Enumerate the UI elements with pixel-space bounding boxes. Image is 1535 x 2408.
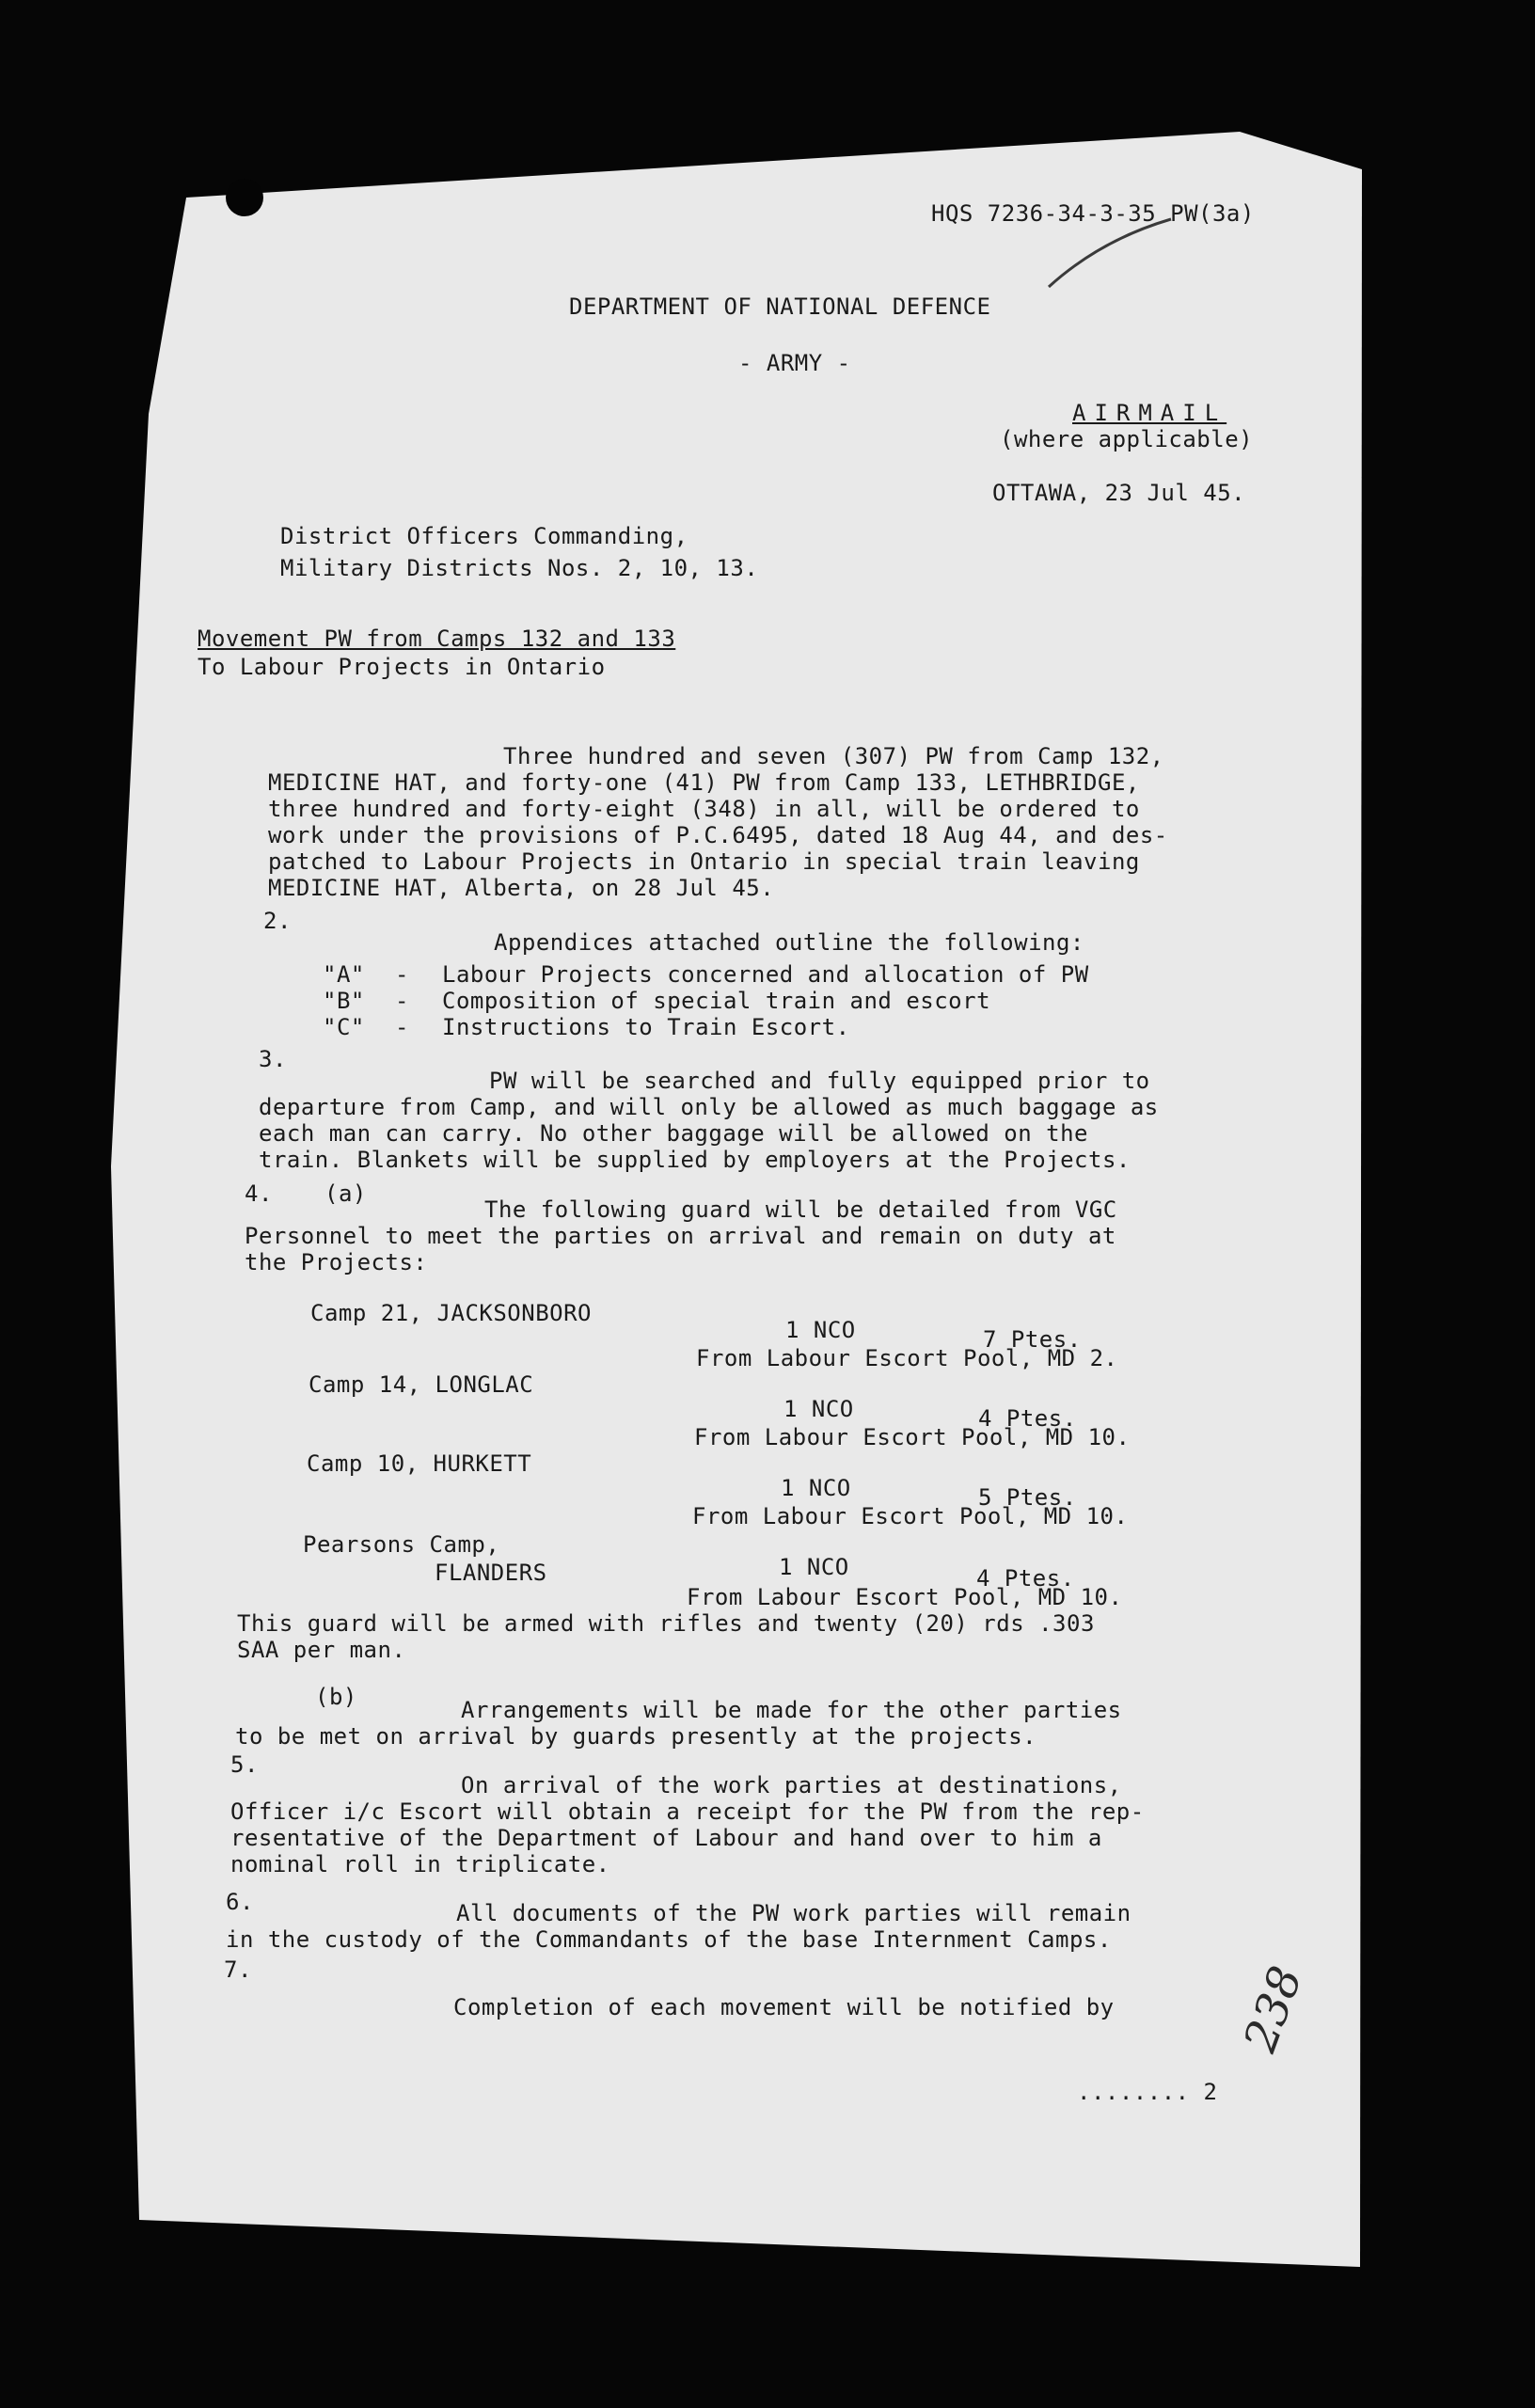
guard-ptes: 5 Ptes.: [978, 1484, 1077, 1511]
para4-number: 4.: [245, 1180, 273, 1207]
para3-line: each man can carry. No other baggage will be allowed on the: [259, 1120, 1089, 1147]
appendix-text: Labour Projects concerned and allocation of PW: [442, 961, 1089, 988]
airmail-note: (where applicable): [1000, 426, 1254, 452]
para6-line: All documents of the PW work parties will remain: [456, 1900, 1131, 1926]
para4b-line: to be met on arrival by guards presently at the projects.: [235, 1723, 1037, 1750]
guard-arms-line: This guard will be armed with rifles and twenty (20) rds .303: [237, 1610, 1095, 1637]
para4a-line: the Projects:: [245, 1249, 428, 1275]
appendix-dash: -: [395, 1014, 409, 1040]
para6-line: in the custody of the Commandants of the base Internment Camps.: [226, 1926, 1112, 1953]
para4a-label: (a): [324, 1180, 367, 1207]
guard-camp: Camp 10, HURKETT: [307, 1450, 532, 1477]
para3-line: train. Blankets will be supplied by employers at the Projects.: [259, 1147, 1131, 1173]
guard-ptes: 4 Ptes.: [978, 1405, 1077, 1432]
guard-nco: 1 NCO: [781, 1475, 851, 1501]
department-heading: DEPARTMENT OF NATIONAL DEFENCE: [569, 293, 991, 320]
guard-nco: 1 NCO: [783, 1396, 854, 1422]
place-date: OTTAWA, 23 Jul 45.: [992, 480, 1246, 506]
para5-line: nominal roll in triplicate.: [230, 1851, 610, 1877]
guard-source: From Labour Escort Pool, MD 10.: [692, 1503, 1129, 1529]
continuation-marker: ........ 2: [1077, 2079, 1218, 2105]
guard-ptes: 7 Ptes.: [983, 1326, 1082, 1353]
subject-line-1: Movement PW from Camps 132 and 133: [198, 626, 676, 652]
appendix-key: "B": [323, 988, 365, 1014]
guard-camp: Camp 21, JACKSONBORO: [310, 1300, 592, 1326]
para1-line: Three hundred and seven (307) PW from Camp 132,: [503, 743, 1164, 769]
appendix-text: Composition of special train and escort: [442, 988, 991, 1014]
para5-number: 5.: [230, 1751, 259, 1778]
para6-number: 6.: [226, 1889, 254, 1915]
branch-heading: - ARMY -: [738, 350, 851, 376]
appendix-dash: -: [395, 961, 409, 988]
airmail-heading: AIRMAIL: [1072, 400, 1227, 426]
guard-source: From Labour Escort Pool, MD 10.: [694, 1424, 1131, 1450]
para4b-line: Arrangements will be made for the other parties: [461, 1697, 1122, 1723]
appendix-dash: -: [395, 988, 409, 1014]
guard-camp: Camp 14, LONGLAC: [309, 1371, 534, 1398]
para4a-line: The following guard will be detailed from VGC: [484, 1196, 1117, 1223]
para7-line: Completion of each movement will be notified by: [453, 1994, 1115, 2020]
para5-line: resentative of the Department of Labour and hand over to him a: [230, 1825, 1102, 1851]
appendix-text: Instructions to Train Escort.: [442, 1014, 850, 1040]
para1-line: three hundred and forty-eight (348) in all, will be ordered to: [268, 796, 1140, 822]
guard-camp: Pearsons Camp,: [303, 1531, 500, 1558]
para5-line: On arrival of the work parties at destinations,: [461, 1772, 1122, 1798]
guard-source: From Labour Escort Pool, MD 10.: [687, 1584, 1123, 1610]
para7-number: 7.: [224, 1956, 252, 1983]
para1-line: MEDICINE HAT, Alberta, on 28 Jul 45.: [268, 875, 775, 901]
para1-line: work under the provisions of P.C.6495, dated 18 Aug 44, and des-: [268, 822, 1168, 848]
guard-nco: 1 NCO: [779, 1554, 849, 1580]
para1-line: MEDICINE HAT, and forty-one (41) PW from Camp 133, LETHBRIDGE,: [268, 769, 1140, 796]
file-reference: HQS 7236-34-3-35 PW(3a): [931, 200, 1255, 227]
para1-line: patched to Labour Projects in Ontario in special train leaving: [268, 848, 1140, 875]
para2-number: 2.: [263, 908, 292, 934]
para3-line: PW will be searched and fully equipped prior to: [489, 1068, 1150, 1094]
para3-line: departure from Camp, and will only be allowed as much baggage as: [259, 1094, 1159, 1120]
guard-arms-line: SAA per man.: [237, 1637, 406, 1663]
para5-line: Officer i/c Escort will obtain a receipt for the PW from the rep-: [230, 1798, 1145, 1825]
addressee-line-2: Military Districts Nos. 2, 10, 13.: [280, 555, 759, 581]
addressee-line-1: District Officers Commanding,: [280, 523, 688, 549]
appendix-key: "A": [323, 961, 365, 988]
para3-number: 3.: [259, 1046, 287, 1072]
guard-nco: 1 NCO: [785, 1317, 856, 1343]
para2-intro: Appendices attached outline the following:: [494, 929, 1084, 956]
appendix-key: "C": [323, 1014, 365, 1040]
punch-hole: [226, 179, 263, 216]
subject-line-2: To Labour Projects in Ontario: [198, 654, 606, 680]
guard-camp-2: FLANDERS: [435, 1560, 547, 1586]
handwritten-folio-number: 238: [1233, 1959, 1313, 2059]
guard-ptes: 4 Ptes.: [976, 1565, 1075, 1592]
guard-source: From Labour Escort Pool, MD 2.: [696, 1345, 1118, 1371]
para4a-line: Personnel to meet the parties on arrival and remain on duty at: [245, 1223, 1116, 1249]
para4b-label: (b): [315, 1684, 357, 1710]
